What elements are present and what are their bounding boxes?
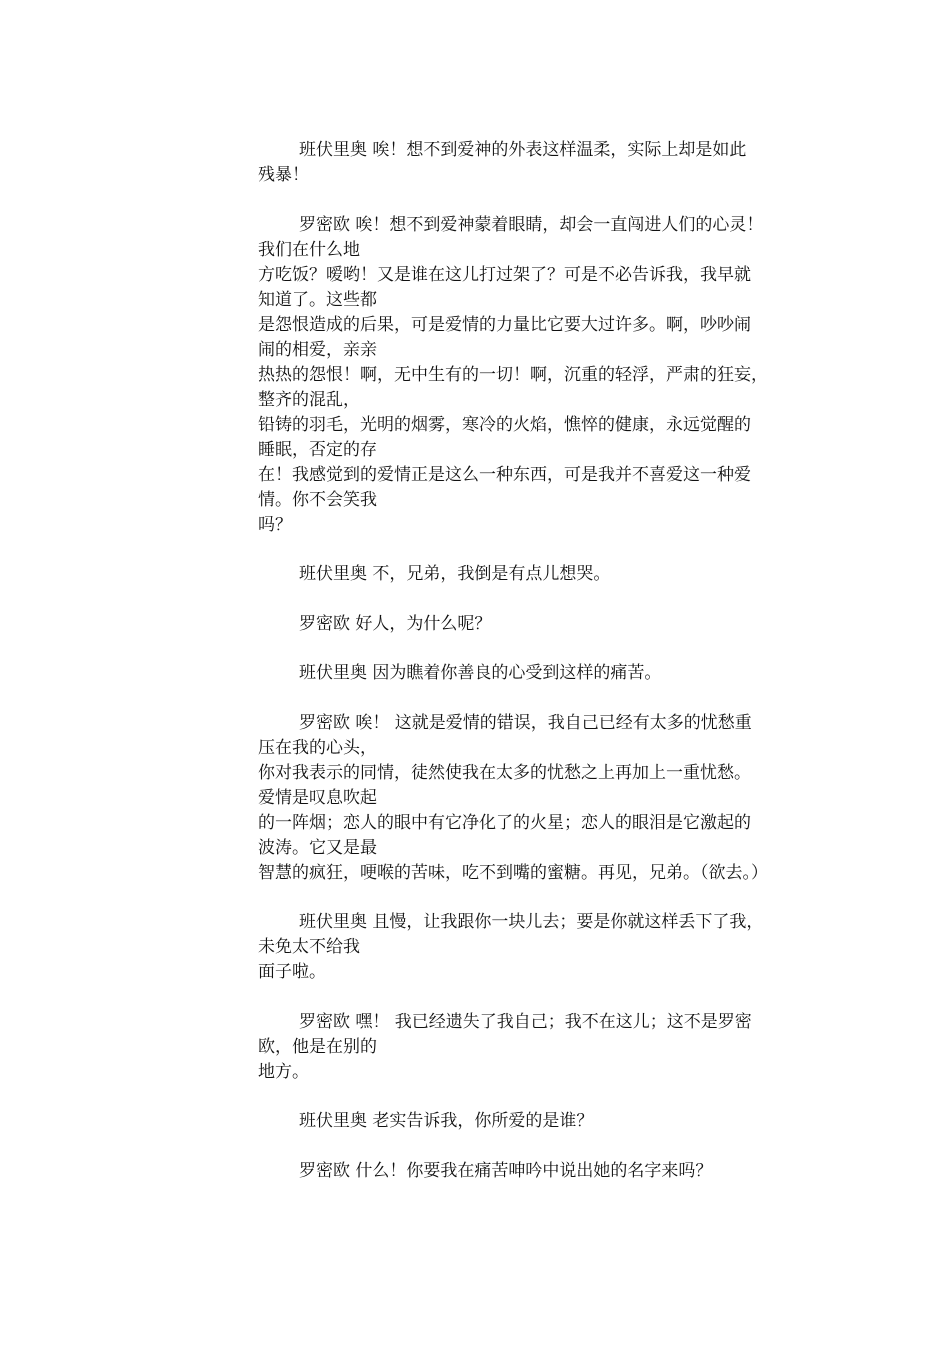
paragraph [258,1010,818,1085]
text-line: 我们在什么地 [258,239,360,260]
text-line: 的一阵烟；恋人的眼中有它净化了的火星；恋人的眼泪是它激起的 [258,812,751,833]
text-line: 智慧的疯狂，哽喉的苦味，吃不到嘴的蜜糖。再见，兄弟。（欲去。） [258,862,768,883]
text-line: 地方。 [258,1061,309,1082]
text-line: 班伏里奥 不，兄弟，我倒是有点儿想哭。 [299,564,611,584]
text-line: 班伏里奥 因为瞧着你善良的心受到这样的痛苦。 [299,663,662,683]
text-line: 罗密欧 什么！你要我在痛苦呻吟中说出她的名字来吗？ [299,1160,713,1181]
paragraph [258,562,818,587]
text-line: 未免太不给我 [258,937,360,957]
text-line: 知道了。这些都 [258,289,377,310]
paragraph [258,1109,818,1134]
paragraph [258,1159,818,1184]
text-line: 爱情是叹息吹起 [258,787,377,808]
text-line: 罗密欧 唉！想不到爱神蒙着眼睛，却会一直闯进人们的心灵！ [299,214,764,235]
text-line: 热热的怨恨！啊，无中生有的一切！啊，沉重的轻浮，严肃的狂妄， [258,364,768,385]
text-line: 残暴！ [258,165,309,185]
text-line: 罗密欧 唉！ 这就是爱情的错误，我自己已经有太多的忧愁重 [299,712,752,733]
paragraph [258,910,818,985]
paragraph [258,138,818,188]
text-line: 班伏里奥 唉！想不到爱神的外表这样温柔，实际上却是如此 [299,140,747,160]
text-line: 在！我感觉到的爱情正是这么一种东西，可是我并不喜爱这一种爱 [258,464,751,485]
text-line: 吗？ [258,514,292,535]
text-line: 闹的相爱，亲亲 [258,339,377,360]
text-line: 欧，他是在别的 [258,1036,377,1057]
text-line: 情。你不会笑我 [258,489,377,510]
paragraph [258,612,818,637]
text-line: 波涛。它又是最 [258,837,377,858]
text-line: 班伏里奥 且慢，让我跟你一块儿去；要是你就这样丢下了我， [299,912,764,932]
text-line: 班伏里奥 老实告诉我，你所爱的是谁？ [299,1111,594,1131]
text-line: 你对我表示的同情，徒然使我在太多的忧愁之上再加上一重忧愁。 [258,762,751,783]
text-line: 方吃饭？嗳哟！又是谁在这儿打过架了？可是不必告诉我，我早就 [258,264,751,285]
text-line: 压在我的心头， [258,737,377,758]
text-line: 罗密欧 嘿！ 我已经遗失了我自己；我不在这儿；这不是罗密 [299,1011,752,1032]
paragraph [258,711,818,886]
text-line: 面子啦。 [258,962,326,982]
document-page [258,138,818,1208]
text-line: 睡眠，否定的存 [258,439,377,460]
paragraph [258,213,818,538]
paragraph [258,661,818,686]
text-line: 整齐的混乱， [258,389,360,410]
text-line: 是怨恨造成的后果，可是爱情的力量比它要大过许多。啊，吵吵闹 [258,314,751,335]
text-line: 罗密欧 好人，为什么呢？ [299,613,492,634]
text-line: 铅铸的羽毛，光明的烟雾，寒冷的火焰，憔悴的健康，永远觉醒的 [258,414,751,435]
